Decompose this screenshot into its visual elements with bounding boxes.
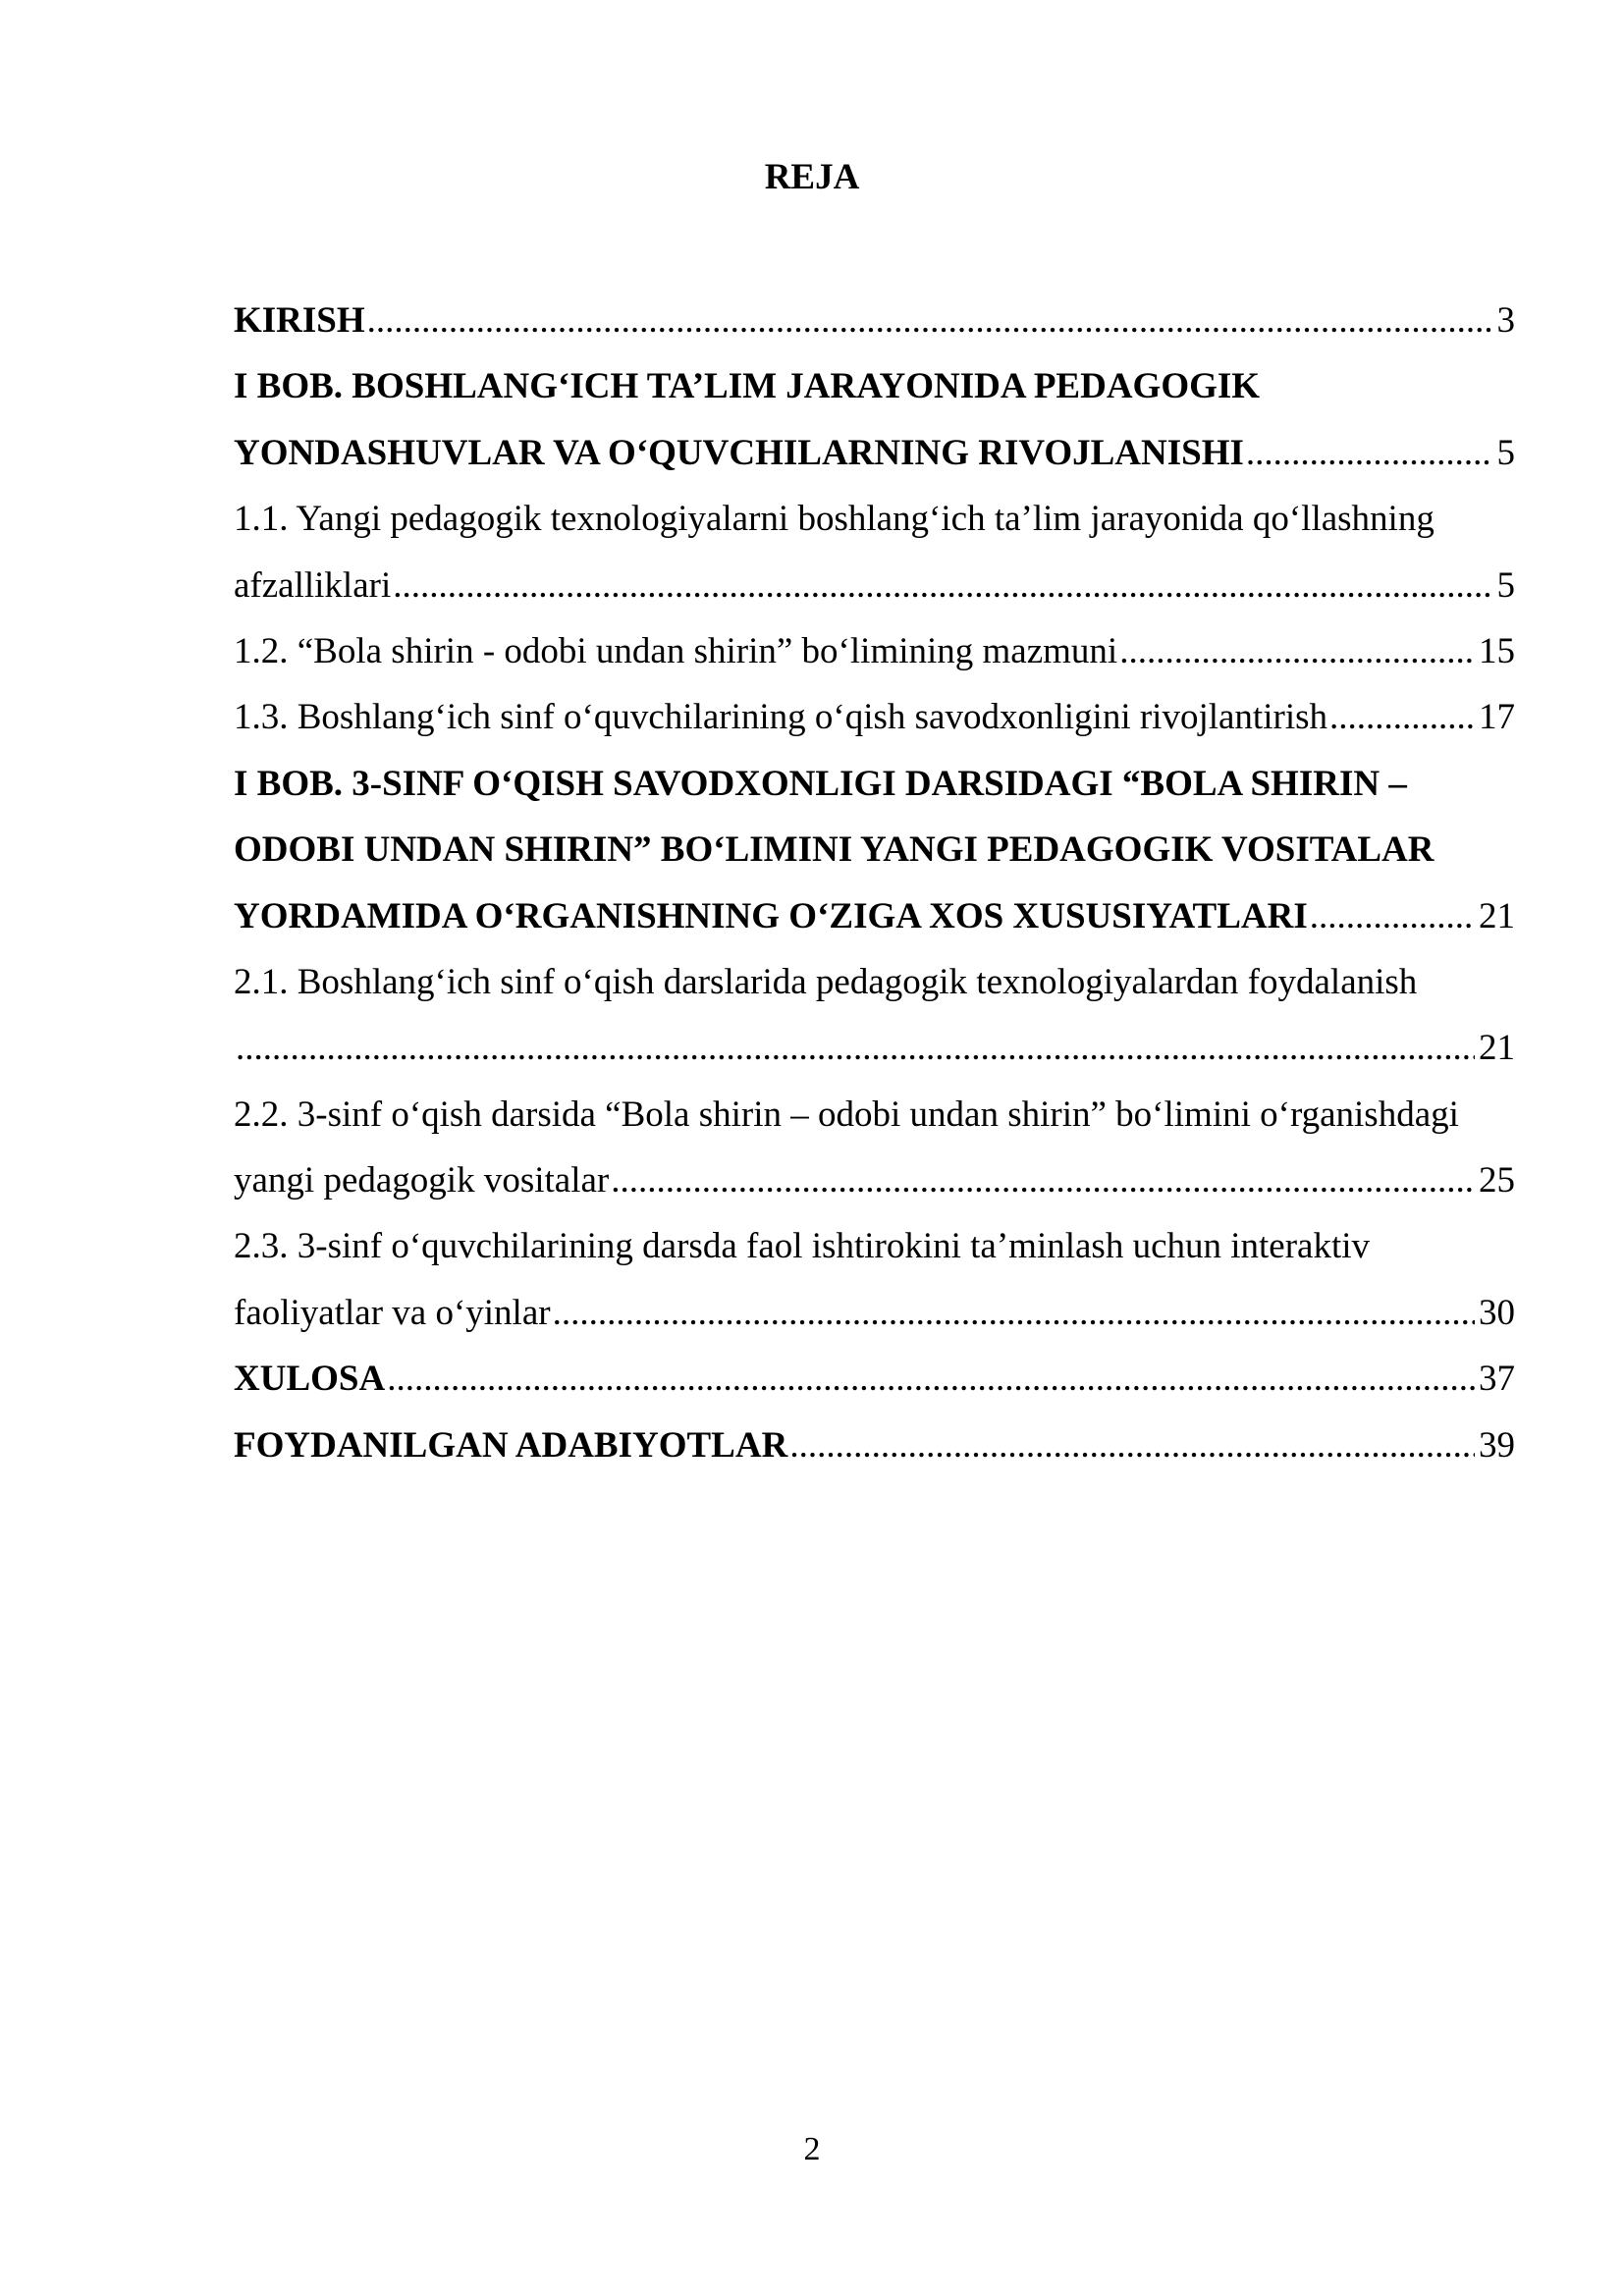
toc-entry-text: 2.3. 3-sinf o‘quvchilarining darsda faol ishtirokini ta’minlash uchun interaktiv <box>234 1226 1371 1267</box>
toc-entry-text: 1.2. “Bola shirin - odobi undan shirin” bo‘limining mazmuni <box>234 630 1118 671</box>
dot-leader <box>367 288 1493 353</box>
toc-entry-text: 1.3. Boshlang‘ich sinf o‘quvchilarining o‘qish savodxonligini rivojlantirish <box>234 697 1327 738</box>
toc-entry-line <box>234 486 1515 552</box>
toc-entry-last-line <box>234 684 1515 750</box>
dot-leader <box>1119 618 1475 684</box>
toc-entry-text: XULOSA <box>234 1359 386 1400</box>
toc-page-number: 5 <box>1496 432 1515 473</box>
toc-entry-last-line <box>234 618 1515 684</box>
toc-entry-last-line <box>234 883 1515 949</box>
page-title: REJA <box>764 157 860 197</box>
dot-leader <box>387 1346 1475 1412</box>
toc-page-number: 39 <box>1479 1424 1515 1466</box>
dot-leader <box>611 1148 1475 1213</box>
dot-leader <box>1246 420 1493 486</box>
toc-entry-last-line <box>234 1015 1515 1081</box>
toc-entry[interactable] <box>234 1213 1515 1346</box>
dot-leader <box>393 553 1492 618</box>
toc-entry-last-line <box>234 288 1515 353</box>
toc-entry-text: ODOBI UNDAN SHIRIN” BO‘LIMINI YANGI PEDAGOGIK VOSITALAR <box>234 829 1435 871</box>
toc-entry[interactable] <box>234 949 1515 1082</box>
dot-leader <box>236 1015 1475 1081</box>
table-of-contents <box>234 288 1515 1478</box>
toc-entry-text: I BOB. 3-SINF O‘QISH SAVODXONLIGI DARSIDAGI “BOLA SHIRIN – <box>234 763 1407 804</box>
toc-entry[interactable] <box>234 486 1515 618</box>
toc-entry-text: YORDAMIDA O‘RGANISHNING O‘ZIGA XOS XUSUSIYATLARI <box>234 895 1308 936</box>
toc-entry-text: I BOB. BOSHLANG‘ICH TA’LIM JARAYONIDA PEDAGOGIK <box>234 366 1261 407</box>
toc-entry-text: 2.1. Boshlang‘ich sinf o‘qish darslarida pedagogik texnologiyalardan foydalanish <box>234 961 1418 1002</box>
toc-entry-line <box>234 817 1515 882</box>
toc-entry-line <box>234 1082 1515 1148</box>
dot-leader <box>789 1413 1475 1478</box>
toc-page-number: 21 <box>1479 895 1515 936</box>
page-number: 2 <box>803 2131 821 2167</box>
toc-page-number: 21 <box>1479 1028 1515 1069</box>
toc-page-number: 37 <box>1479 1359 1515 1400</box>
toc-entry-line <box>234 353 1515 419</box>
toc-entry[interactable] <box>234 751 1515 949</box>
toc-entry-last-line <box>234 1413 1515 1478</box>
dot-leader <box>1310 883 1475 949</box>
toc-entry-text: KIRISH <box>234 300 365 341</box>
toc-page-number: 3 <box>1496 300 1515 341</box>
toc-entry-text: afzalliklari <box>234 564 392 606</box>
toc-entry-text: YONDASHUVLAR VA O‘QUVCHILARNING RIVOJLANISHI <box>234 432 1244 473</box>
toc-page-number: 25 <box>1479 1160 1515 1201</box>
dot-leader <box>1329 684 1475 750</box>
toc-entry-last-line <box>234 1346 1515 1412</box>
toc-entry[interactable] <box>234 1082 1515 1214</box>
toc-entry-last-line <box>234 1280 1515 1346</box>
toc-entry-last-line <box>234 420 1515 486</box>
toc-entry[interactable] <box>234 1346 1515 1412</box>
toc-entry-text: 2.2. 3-sinf o‘qish darsida “Bola shirin – odobi undan shirin” bo‘limini o‘rganishdagi <box>234 1094 1459 1135</box>
toc-page-number: 17 <box>1479 697 1515 738</box>
dot-leader <box>553 1280 1475 1346</box>
toc-entry-text: faoliyatlar va o‘yinlar <box>234 1292 551 1333</box>
toc-entry-text: yangi pedagogik vositalar <box>234 1160 610 1201</box>
toc-page-number: 15 <box>1479 630 1515 671</box>
toc-entry-text: 1.1. Yangi pedagogik texnologiyalarni boshlang‘ich ta’lim jarayonida qo‘llashning <box>234 499 1435 540</box>
toc-page-number: 5 <box>1496 564 1515 606</box>
toc-entry-line <box>234 949 1515 1015</box>
toc-entry[interactable] <box>234 1413 1515 1478</box>
toc-entry[interactable] <box>234 684 1515 750</box>
toc-page-number: 30 <box>1479 1292 1515 1333</box>
toc-entry-text: FOYDANILGAN ADABIYOTLAR <box>234 1424 788 1466</box>
toc-entry-line <box>234 751 1515 817</box>
toc-entry[interactable] <box>234 353 1515 486</box>
toc-entry[interactable] <box>234 288 1515 353</box>
toc-entry-last-line <box>234 553 1515 618</box>
toc-entry[interactable] <box>234 618 1515 684</box>
toc-entry-line <box>234 1213 1515 1279</box>
toc-entry-last-line <box>234 1148 1515 1213</box>
